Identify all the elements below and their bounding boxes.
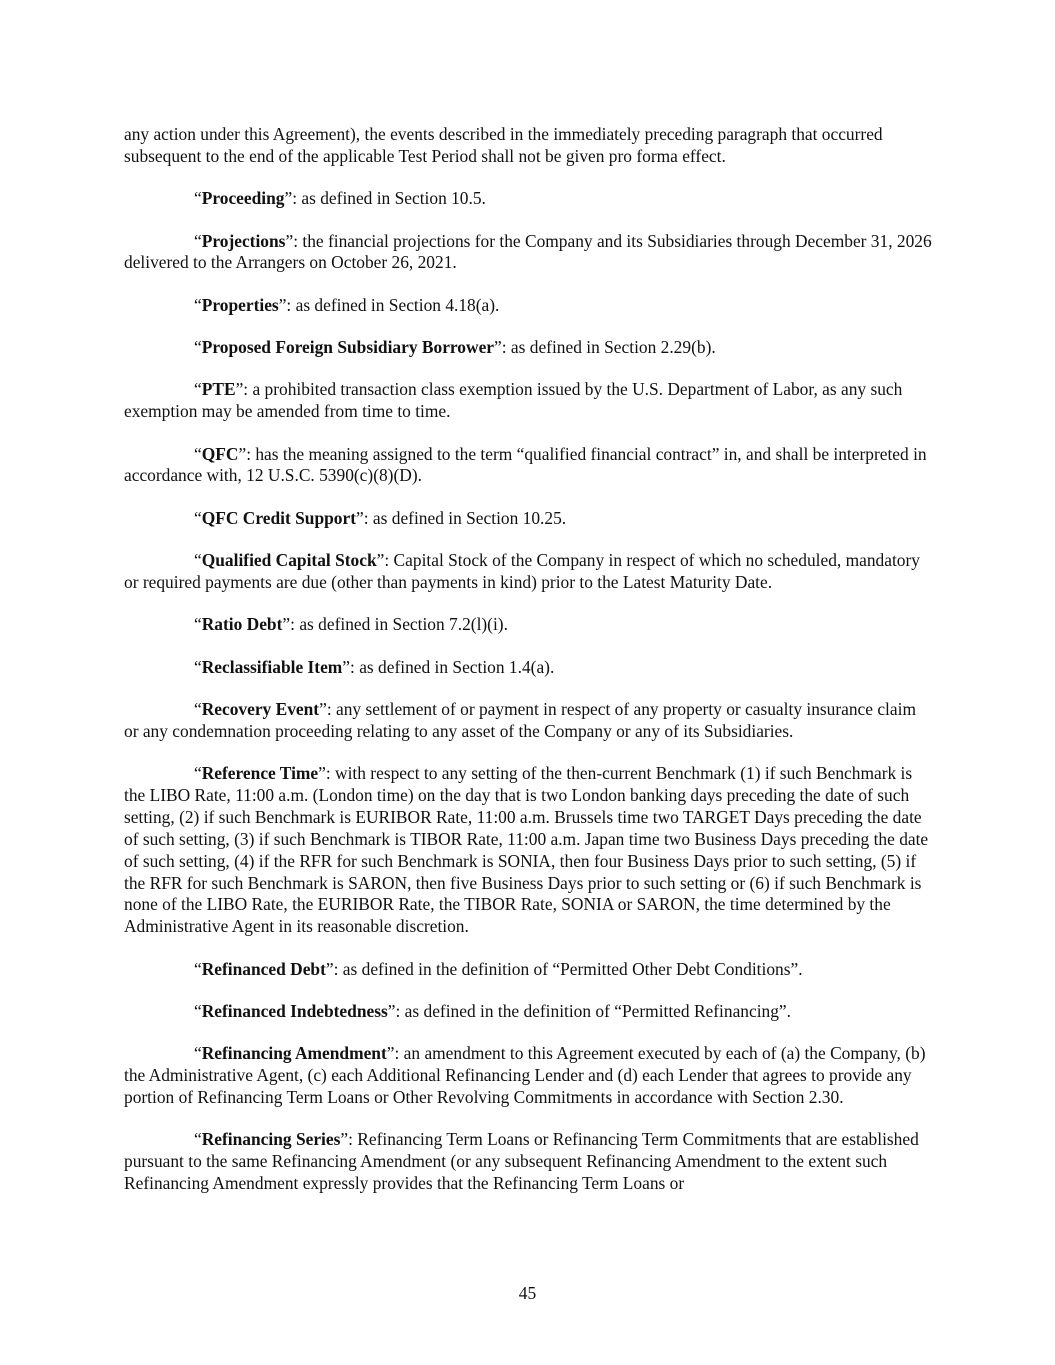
definition-ratio-debt: “Ratio Debt”: as defined in Section 7.2(l)(i). (194, 614, 508, 635)
defined-term: Reference Time (201, 763, 319, 783)
definition-refinancing-series: “Refinancing Series”: Refinancing Term Loans or Refinancing Term Commitments that are established pursuant to the same Refinancing Amendment (or any subsequent Refinancing Amendment to the extent such Refinancing Amendment expressly provides that the Refinancing Term Loans or (124, 1129, 919, 1194)
defined-term: Refinanced Indebtedness (201, 1000, 388, 1021)
definition-properties: “Properties”: as defined in Section 4.18(a). (194, 294, 500, 315)
definition-text: : Capital Stock of the Company in respect of which no scheduled, mandatory or required payments are due (other than payments in kind) prior to the Latest Maturity Date. (124, 550, 920, 592)
definition-refinanced-indebtedness: “Refinanced Indebtedness”: as defined in the definition of “Permitted Refinancing”. (194, 1000, 792, 1021)
defined-term: Recovery Event (201, 698, 320, 719)
defined-term: QFC Credit Support (201, 507, 357, 528)
definition-refinancing-amendment: “Refinancing Amendment”: an amendment to this Agreement executed by each of (a) the Company, (b) the Administrative Agent, (c) each Additional Refinancing Lender and (d) each Lender that agrees to provide any portion of Refinancing Term Loans or Other Revolving Commitments in accordance with Section 2.30. (124, 1043, 926, 1108)
definition-text: : a prohibited transaction class exemption issued by the U.S. Department of Labor, as any such exemption may be amended from time to time. (124, 379, 903, 422)
defined-term: QFC (201, 443, 239, 464)
defined-term: Refinancing Series (201, 1129, 341, 1150)
definition-text: : the financial projections for the Company and its Subsidiaries through December 31, 2026 delivered to the Arrangers on October 26, 2021. (124, 230, 932, 273)
definition-text: : as defined in the definition of “Permitted Refinancing”. (395, 1000, 792, 1021)
defined-term: Reclassifiable Item (201, 656, 343, 677)
definition-reclassifiable-item: “Reclassifiable Item”: as defined in Section 1.4(a). (194, 656, 555, 677)
page-number: 45 (518, 1283, 537, 1303)
defined-term: PTE (201, 379, 236, 400)
defined-term: Proceeding (201, 188, 285, 209)
definition-proceeding: “Proceeding”: as defined in Section 10.5. (194, 188, 486, 209)
definition-projections: “Projections”: the financial projections for the Company and its Subsidiaries through December 31, 2026 delivered to the Arrangers on October 26, 2021. (124, 230, 932, 273)
continuation-paragraph: any action under this Agreement), the events described in the immediately preceding paragraph that occurred subsequent to the end of the applicable Test Period shall not be given pro forma effect. (124, 124, 883, 166)
definition-text: : any settlement of or payment in respect of any property or casualty insurance claim or any condemnation proceeding relating to any asset of the Company or any of its Subsidiaries. (124, 698, 916, 741)
definition-text: : as defined in Section 7.2(l)(i). (290, 614, 508, 635)
definition-refinanced-debt: “Refinanced Debt”: as defined in the definition of “Permitted Other Debt Conditions”. (194, 958, 803, 979)
defined-term: Projections (201, 230, 286, 251)
defined-term: Properties (201, 294, 279, 315)
definition-proposed-foreign-subsidiary-borrower: “Proposed Foreign Subsidiary Borrower”: as defined in Section 2.29(b). (194, 337, 716, 357)
definition-text: : with respect to any setting of the then-current Benchmark (1) if such Benchmark is the LIBO Rate, 11:00 a.m. (London time) on the day that is two London banking days preceding the date of such setting, (2) if such Benchmark is EURIBOR Rate, 11:00 a.m. Brussels time two TARGET Days preceding the date of such setting, (3) if such Benchmark is TIBOR Rate, 11:00 a.m. Japan time two Business Days preceding the date of such setting, (4) if the RFR for such Benchmark is SONIA, then four Business Days prior to such setting, (5) if the RFR for such Benchmark is SARON, then five Business Days prior to such setting or (6) if such Benchmark is none of the LIBO Rate, the EURIBOR Rate, the TIBOR Rate, SONIA or SARON, the time determined by the Administrative Agent in its reasonable discretion. (124, 763, 929, 937)
definition-text: : as defined in Section 4.18(a). (286, 294, 500, 315)
definition-text: : as defined in the definition of “Permitted Other Debt Conditions”. (333, 958, 803, 979)
definition-text: : Refinancing Term Loans or Refinancing Term Commitments that are established pursuant to the same Refinancing Amendment (or any subsequent Refinancing Amendment to the extent such Refinancing Amendment expressly provides that the Refinancing Term Loans or (124, 1129, 919, 1194)
definition-qualified-capital-stock: “Qualified Capital Stock”: Capital Stock of the Company in respect of which no scheduled, mandatory or required payments are due (other than payments in kind) prior to the Latest Maturity Date. (124, 550, 920, 592)
defined-term: Proposed Foreign Subsidiary Borrower (201, 337, 495, 357)
defined-term: Refinancing Amendment (201, 1043, 387, 1064)
defined-term: Refinanced Debt (201, 958, 326, 979)
defined-term: Qualified Capital Stock (201, 550, 377, 570)
definition-text: : as defined in Section 2.29(b). (501, 337, 716, 357)
definition-recovery-event: “Recovery Event”: any settlement of or payment in respect of any property or casualty insurance claim or any condemnation proceeding relating to any asset of the Company or any of its Subsidiaries. (124, 698, 916, 741)
definition-reference-time: “Reference Time”: with respect to any setting of the then-current Benchmark (1) if such Benchmark is the LIBO Rate, 11:00 a.m. (London time) on the day that is two London banking days preceding the date of such setting, (2) if such Benchmark is EURIBOR Rate, 11:00 a.m. Brussels time two TARGET Days preceding the date of such setting, (3) if such Benchmark is TIBOR Rate, 11:00 a.m. Japan time two Business Days preceding the date of such setting, (4) if the RFR for such Benchmark is SONIA, then four Business Days prior to such setting, (5) if the RFR for such Benchmark is SARON, then five Business Days prior to such setting or (6) if such Benchmark is none of the LIBO Rate, the EURIBOR Rate, the TIBOR Rate, SONIA or SARON, the time determined by the Administrative Agent in its reasonable discretion. (124, 763, 929, 937)
definition-text: : as defined in Section 10.5. (292, 188, 486, 209)
definition-text: : has the meaning assigned to the term “qualified financial contract” in, and shall be interpreted in accordance with, 12 U.S.C. 5390(c)(8)(D). (124, 443, 927, 486)
defined-term: Ratio Debt (201, 614, 283, 635)
definition-text: : an amendment to this Agreement executed by each of (a) the Company, (b) the Administrative Agent, (c) each Additional Refinancing Lender and (d) each Lender that agrees to provide any portion of Refinancing Term Loans or Other Revolving Commitments in accordance with Section 2.30. (124, 1043, 926, 1108)
definition-qfc: “QFC”: has the meaning assigned to the term “qualified financial contract” in, and shall be interpreted in accordance with, 12 U.S.C. 5390(c)(8)(D). (124, 443, 927, 486)
document-body (124, 124, 934, 1215)
definition-pte: “PTE”: a prohibited transaction class exemption issued by the U.S. Department of Labor, as any such exemption may be amended from time to time. (124, 379, 903, 422)
definition-text: : as defined in Section 10.25. (363, 507, 567, 528)
definition-qfc-credit-support: “QFC Credit Support”: as defined in Section 10.25. (194, 507, 567, 528)
definition-text: : as defined in Section 1.4(a). (350, 656, 555, 677)
